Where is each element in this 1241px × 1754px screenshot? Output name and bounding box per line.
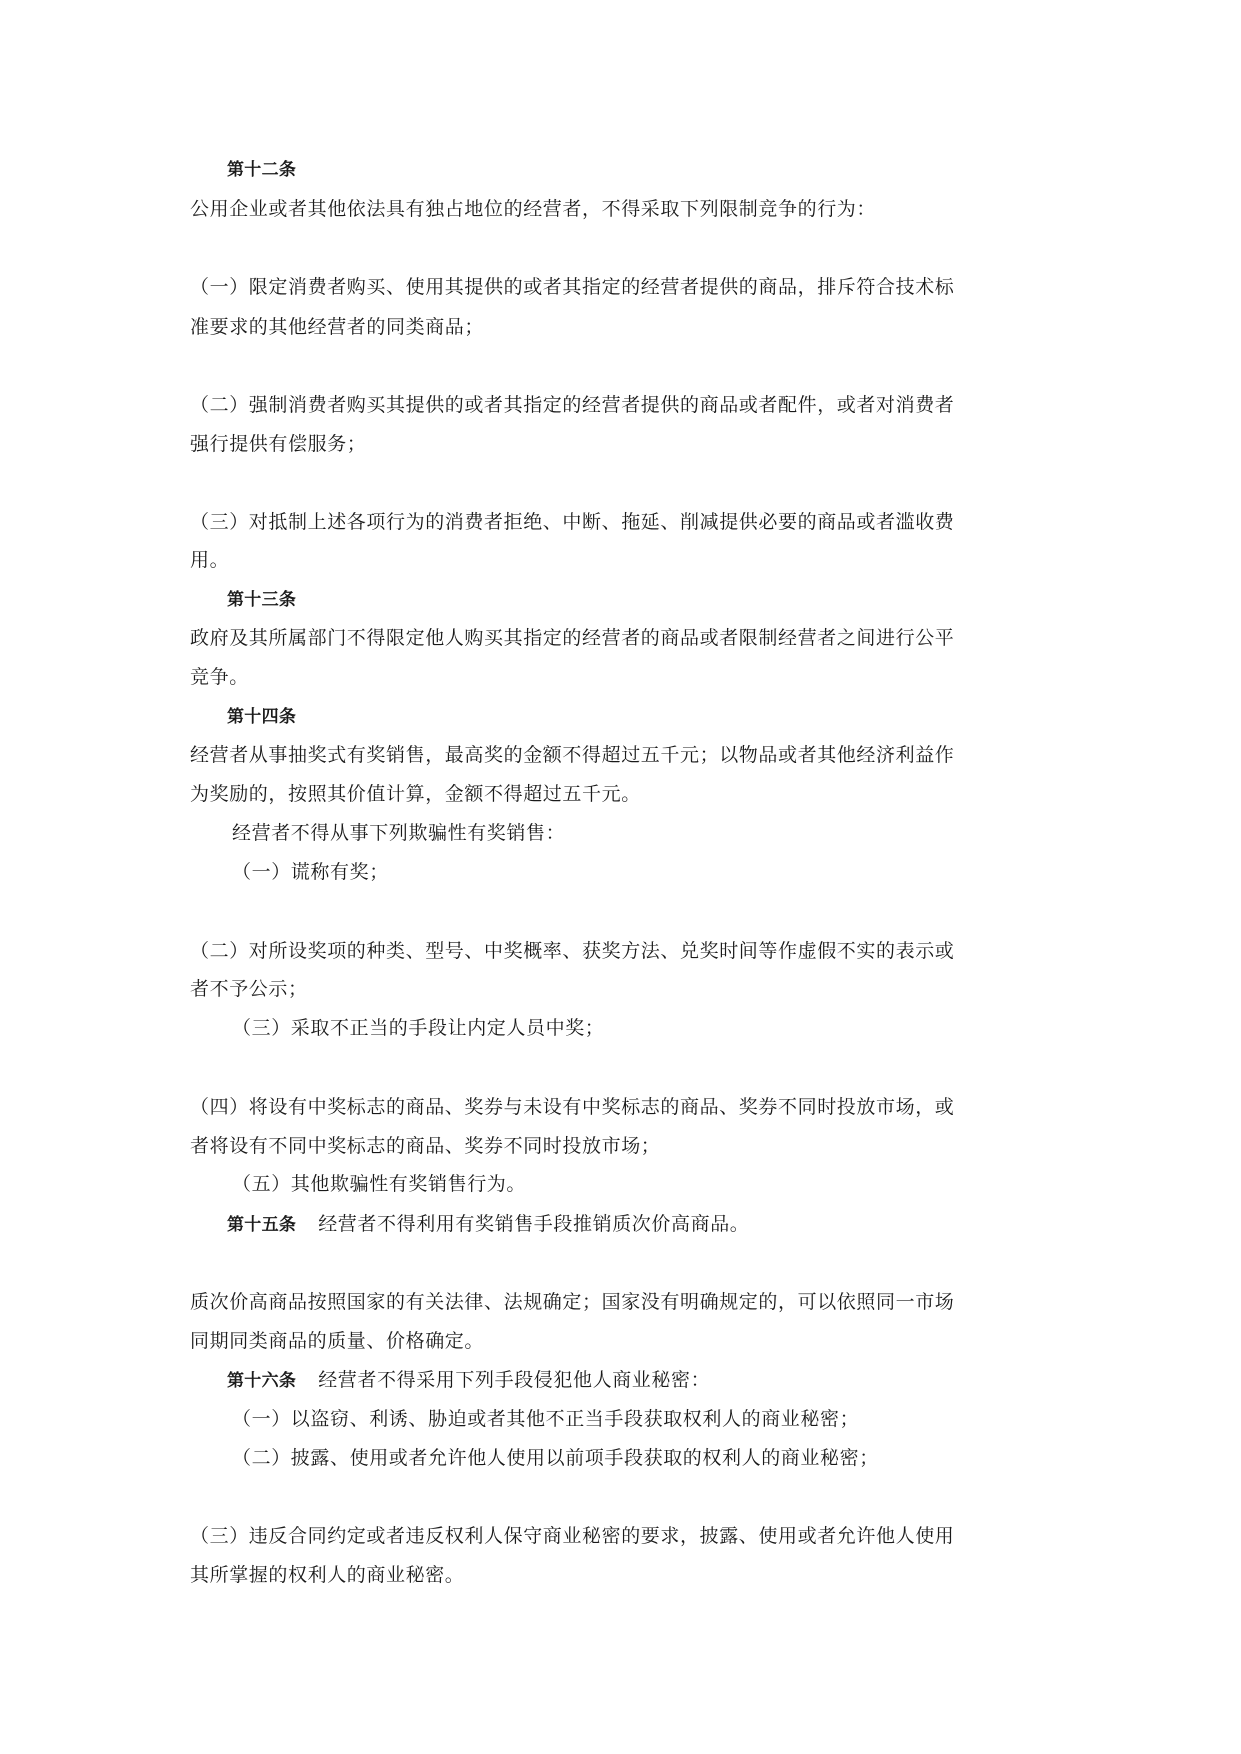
article-15-first-line xyxy=(227,1212,749,1237)
article-16-item-3-cont: 其所掌握的权利人的商业秘密。 xyxy=(190,1564,465,1586)
article-14-item-4-cont: 者将设有不同中奖标志的商品、奖券不同时投放市场； xyxy=(190,1135,661,1157)
article-16-item-2: （二）披露、使用或者允许他人使用以前项手段获取的权利人的商业秘密； xyxy=(232,1447,879,1469)
article-14-item-2-cont: 者不予公示； xyxy=(190,978,308,1000)
article-16-paragraph: 经营者不得采用下列手段侵犯他人商业秘密： xyxy=(318,1369,711,1391)
article-13-paragraph-cont: 竞争。 xyxy=(190,666,249,688)
article-14-item-4: （四）将设有中奖标志的商品、奖券与未设有中奖标志的商品、奖券不同时投放市场，或 xyxy=(190,1096,955,1118)
article-14-item-2: （二）对所设奖项的种类、型号、中奖概率、获奖方法、兑奖时间等作虚假不实的表示或 xyxy=(190,940,955,962)
article-12-item-3: （三）对抵制上述各项行为的消费者拒绝、中断、拖延、削减提供必要的商品或者滥收费 xyxy=(190,511,955,533)
article-14-paragraph: 经营者从事抽奖式有奖销售，最高奖的金额不得超过五千元；以物品或者其他经济利益作 xyxy=(190,744,955,766)
article-13-heading: 第十三条 xyxy=(227,590,297,610)
article-12-item-1-cont: 准要求的其他经营者的同类商品； xyxy=(190,316,485,338)
article-12-item-1: （一）限定消费者购买、使用其提供的或者其指定的经营者提供的商品，排斥符合技术标 xyxy=(190,276,955,298)
article-15-paragraph-2: 质次价高商品按照国家的有关法律、法规确定；国家没有明确规定的，可以依照同一市场 xyxy=(190,1291,955,1313)
article-14-paragraph-2: 经营者不得从事下列欺骗性有奖销售： xyxy=(232,822,566,844)
article-12-item-2: （二）强制消费者购买其提供的或者其指定的经营者提供的商品或者配件，或者对消费者 xyxy=(190,394,955,416)
article-14-heading: 第十四条 xyxy=(227,707,297,727)
article-15-paragraph-2-cont: 同期同类商品的质量、价格确定。 xyxy=(190,1330,485,1352)
article-14-item-5: （五）其他欺骗性有奖销售行为。 xyxy=(232,1173,527,1195)
article-15-heading: 第十五条 xyxy=(227,1215,297,1235)
article-14-item-1: （一）谎称有奖； xyxy=(232,861,389,883)
article-12-paragraph: 公用企业或者其他依法具有独占地位的经营者，不得采取下列限制竞争的行为： xyxy=(190,198,877,220)
article-16-first-line xyxy=(227,1368,710,1393)
article-12-item-2-cont: 强行提供有偿服务； xyxy=(190,433,367,455)
article-14-paragraph-cont: 为奖励的，按照其价值计算，金额不得超过五千元。 xyxy=(190,783,641,805)
article-13-paragraph: 政府及其所属部门不得限定他人购买其指定的经营者的商品或者限制经营者之间进行公平 xyxy=(190,627,955,649)
article-12-item-3-cont: 用。 xyxy=(190,549,230,571)
article-15-paragraph: 经营者不得利用有奖销售手段推销质次价高商品。 xyxy=(318,1213,750,1235)
article-16-item-1: （一）以盗窃、利诱、胁迫或者其他不正当手段获取权利人的商业秘密； xyxy=(232,1408,860,1430)
article-16-heading: 第十六条 xyxy=(227,1371,297,1391)
article-14-item-3: （三）采取不正当的手段让内定人员中奖； xyxy=(232,1017,605,1039)
article-16-item-3: （三）违反合同约定或者违反权利人保守商业秘密的要求，披露、使用或者允许他人使用 xyxy=(190,1525,955,1547)
article-12-heading: 第十二条 xyxy=(227,160,297,180)
